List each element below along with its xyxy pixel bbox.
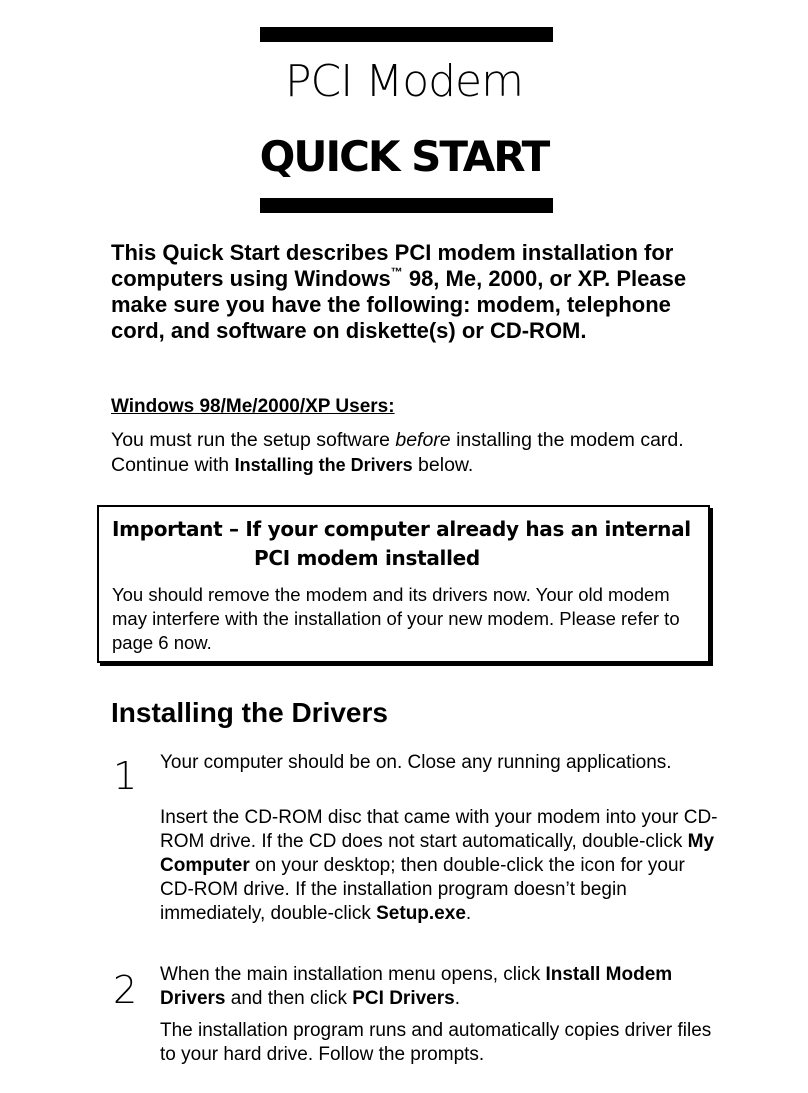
users-emphasis: before [395,429,451,451]
step-2-para-2: The installation program runs and automatically copies driver files to your hard drive. Follow the prompts. [160,1020,712,1065]
step-1-para-2 [160,806,720,926]
step-2-para-1 [160,963,720,1011]
important-title-line1: Important – If your computer already has an internal [112,517,691,541]
drivers-section-heading: Installing the Drivers [111,697,388,728]
important-body: You should remove the modem and its drivers now. Your old modem may interfere with the installation of your new modem. Please refer to page 6 now. [112,584,680,653]
intro-paragraph [111,240,711,344]
document-title: PCI Modem [285,56,523,107]
step-2-text-a: When the main installation menu opens, click [160,964,546,985]
step-2-number: 2 [113,968,138,1012]
install-modem-drivers-label: Install Modem Drivers [160,964,673,1009]
intro-text-1: This Quick Start describes PCI modem installation for computers using Windows [111,240,674,291]
users-text-3: below. [412,454,474,476]
my-computer-label: My Computer [160,831,715,876]
header-bottom-rule [260,198,553,213]
installing-drivers-reference: Installing the Drivers [234,455,413,475]
users-text-2: installing the modem card. Continue with [111,429,684,476]
important-notice-box [97,505,710,663]
users-section-heading: Windows 98/Me/2000/XP Users: [111,396,395,417]
step-2-text-c: . [454,988,460,1009]
step-1-para-1: Your computer should be on. Close any running applications. [160,752,672,773]
step-2-text-b: and then click [225,988,353,1009]
trademark-symbol: ™ [390,265,403,279]
header-top-rule [260,27,553,42]
users-text-1: You must run the setup software [111,429,396,451]
setup-exe-label: Setup.exe [376,903,466,924]
step-1-text-b: on your desktop; then double-click the icon for your CD-ROM drive. If the installation program doesn’t begin immediately, double-click [160,855,685,924]
document-subtitle: QUICK START [259,132,549,181]
users-section-body [111,428,721,478]
step-1-text-c: . [465,903,472,924]
pci-drivers-label: PCI Drivers [352,988,455,1009]
step-1-number: 1 [113,754,138,798]
intro-text-2: 98, Me, 2000, or XP. Please make sure you have the following: modem, telephone cord, and software on diskette(s) or CD-ROM. [111,266,687,343]
important-title-line2: PCI modem installed [254,546,480,570]
step-1-text-a: Insert the CD-ROM disc that came with your modem into your CD-ROM drive. If the CD does not start automatically, double-click [160,807,718,852]
